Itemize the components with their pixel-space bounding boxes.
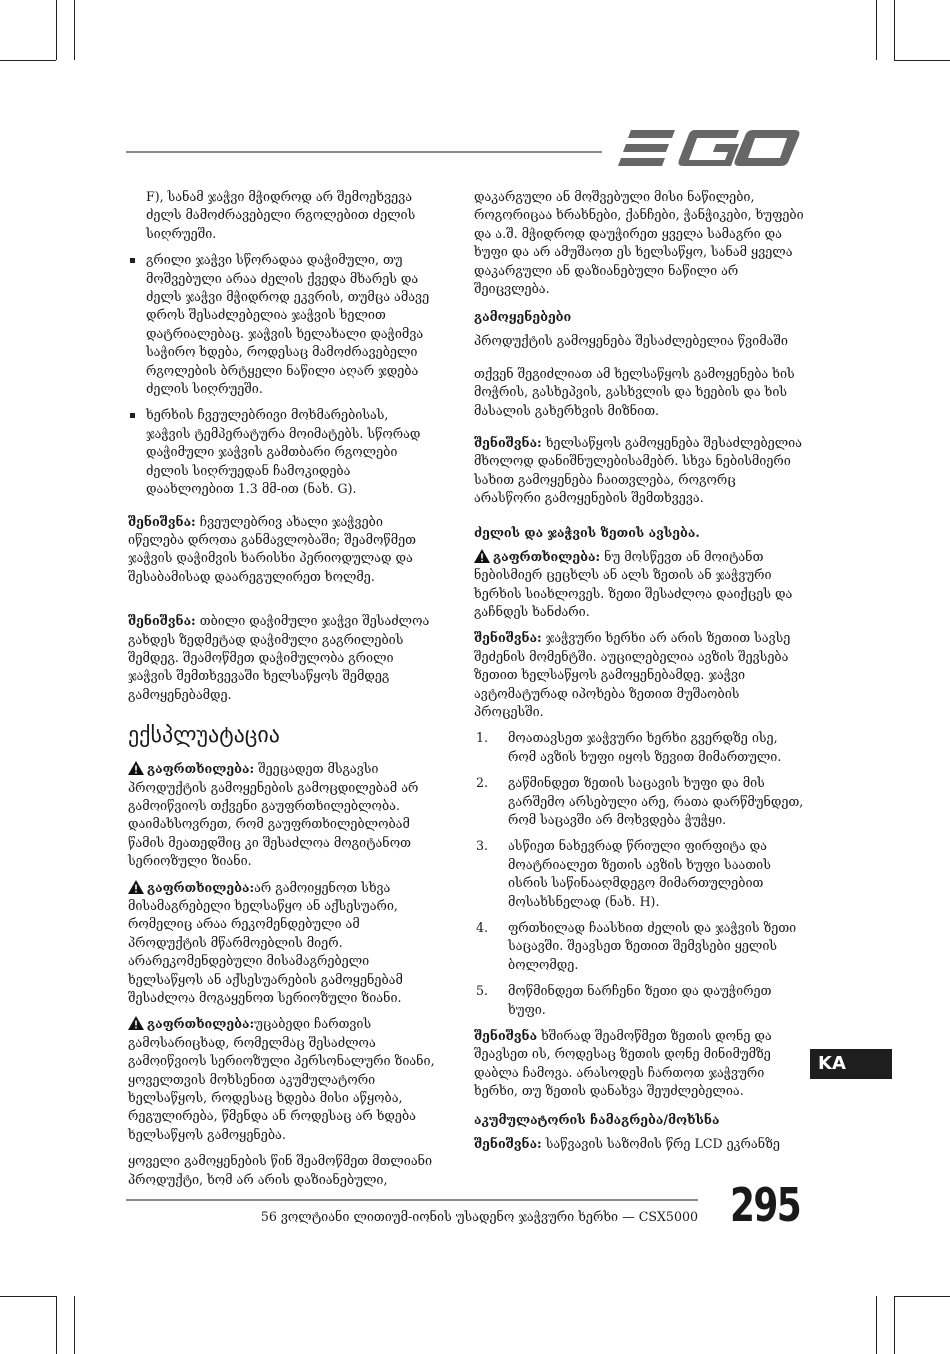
language-tab: KA (810, 1049, 892, 1079)
warning-label: გაფრთხილება: (147, 761, 255, 777)
warning-paragraph (128, 760, 436, 870)
crop-mark (894, 1296, 950, 1297)
crop-mark (894, 0, 895, 60)
step-text: ასწიეთ ნახევრად წრიული ფირფიტა და მოატრიალეთ ზეთის ავზის ხუფი საათის ისრის საწინააღმდეგო მიმართულებით მოსახსნელად (ნახ. H). (508, 838, 771, 909)
oil-steps (474, 729, 804, 1019)
step-text: გაწმინდეთ ზეთის საცავის ხუფი და მის გარშემო არსებული არე, რათა დარწმუნდეთ, რომ საცავში არ მოხვდება ჭუჭყი. (508, 775, 804, 827)
warning-icon (128, 761, 144, 775)
warning-text: უცაბედი ჩართვის გამოსარიცხად, რომელმაც შესაძლოა გამოიწვიოს სერიოზული პერსონალური ზიანი, ყოველთვის მოხსენით აკუმულატორი ხელსაწყოს, როდესაც ხდება მისი აწყობა, რეგულირება, წმენდა ან როდესაც არ ხდება ხელსაწყოს გამოყენება. (128, 1016, 435, 1142)
note-label: შენიშვნა: (128, 613, 196, 629)
note-label: შენიშვნა: (474, 1135, 542, 1151)
battery-heading: აკუმულატორის ჩამაგრება/მოხსნა (474, 1111, 720, 1127)
ego-logo (617, 130, 801, 174)
crop-mark (56, 0, 57, 60)
list-item: ხერხის ჩვეულებრივი მოხმარებისას, ჯაჭვის ტემპერატურა მოიმატებს. სწორად დაჭიმული ჯაჭვის გამთბარი რგოლები ძელის სიღრუედან ჩამოკიდება დაახლოებით 1.3 მმ-ით (ნახ. G). (128, 406, 436, 498)
warning-icon (128, 1016, 144, 1030)
crop-mark (894, 60, 950, 61)
left-column (128, 188, 436, 1197)
list-item (474, 774, 804, 829)
continuation-paragraph: დაკარგული ან მოშვებული მისი ნაწილები, როგორიცაა ხრახნები, ქანჩები, ჭანჭიკები, ხუფები და ა.შ. მჭიდროდ დაუჭირეთ ყველა სამაგრი და ხუფი და არ ამუშაოთ ეს ხელსაწყო, სანამ ყველა დაკარგული ან დაზიანებული ნაწილი არ შეიცვლება. (474, 189, 804, 297)
note-paragraph (128, 612, 436, 704)
note-text: ხშირად შეამოწმეთ ზეთის დონე და შეავსეთ ის, როდესაც ზეთის დონე მინიმუმზე დაბლა ჩამოვა. არასოდეს ჩართოთ ჯაჭვური ხერხი, თუ ზეთის დანახვა შეუძლებელია. (474, 1028, 772, 1099)
intro-continuation: F), სანამ ჯაჭვი მჭიდროდ არ შემოეხვევა ძელს მამოძრავებელი რგოლებით ძელის სიღრუეში. (146, 189, 416, 241)
warning-label: გაფრთხილება: (147, 879, 255, 895)
step-text: ფრთხილად ჩაასხით ძელის და ჯაჭვის ზეთი საცავში. შეავსეთ ზეთით შემვსები ყელის ბოლომდე. (508, 920, 797, 972)
note-paragraph (474, 1027, 804, 1101)
warning-text: არ გამოიყენოთ სხვა მისამაგრებელი ხელსაწყო ან აქსესუარი, რომელიც არაა რეკომენდებული ამ პროდუქტის მწარმოებლის მიერ. არარეკომენდებული მისამაგრებელი ხელსაწყოს ან აქსესუარების გამოყენებამ შესაძლოა მოგაყენოთ სერიოზული ზიანი. (128, 879, 403, 1006)
warning-icon (128, 880, 144, 894)
crop-mark (74, 0, 75, 60)
right-column (474, 188, 804, 1161)
warning-icon (474, 549, 490, 563)
step-number: 5. (476, 983, 489, 999)
note-paragraph (474, 629, 804, 721)
warning-paragraph (128, 879, 436, 1008)
list-item: გრილი ჯაჭვი სწორადაა დაჭიმული, თუ მოშვებული არაა ძელის ქვედა მხარეს და ძელს ჯაჭვი მჭიდროდ ეკვრის, თუმცა ამავე დროს შესაძლებელია ჯაჭვის ხელით დატრიალებაც. ჯაჭვის ხელახალი დაჭიმვა საჭირო ხდება, როდესაც მამოძრავებელი რგოლების ბრტყელი ნაწილი აღარ ჯდება ძელის სიღრუეში. (128, 251, 436, 398)
note-label: შენიშვნა: (474, 435, 542, 451)
list-item (474, 919, 804, 974)
step-number: 1. (476, 730, 489, 746)
warning-label: გაფრთხილება: (147, 1016, 255, 1032)
note-text: ხელსაწყოს გამოყენება შესაძლებელია მხოლოდ დანიშნულებისამებრ. სხვა ნებისმიერი სახით გამოყენება ჩაითვლება, როგორც არასწორი გამოყენების შემთხვევა. (474, 435, 802, 506)
closing-paragraph: ყოველი გამოყენების წინ შეამოწმეთ მთლიანი პროდუქტი, ხომ არ არის დაზიანებული, (128, 1153, 433, 1187)
applications-heading: გამოყენებები (474, 309, 572, 325)
crop-mark (56, 1296, 57, 1354)
footer-title: 56 ვოლტიანი ლითიუმ-იონის უსადენო ჯაჭვური ხერხი — CSX5000 (260, 1209, 698, 1224)
list-item (474, 729, 804, 766)
crop-mark (0, 60, 56, 61)
page-number: 295 (730, 1178, 801, 1232)
oil-heading: ძელის და ჯაჭვის ზეთის ავსება. (474, 524, 700, 540)
applications-paragraph: თქვენ შეგიძლიათ ამ ხელსაწყოს გამოყენება ხის მოჭრის, გასხეპვის, გასხვლის და ხეების და ხის მასალის გახერხვის მიზნით. (474, 365, 795, 418)
note-paragraph (474, 1135, 804, 1153)
note-label: შენიშვნა: (128, 513, 196, 529)
step-number: 4. (476, 920, 489, 935)
step-number: 2. (476, 775, 489, 791)
note-label: შენიშვნა (474, 1028, 538, 1044)
step-number: 3. (476, 838, 489, 854)
warning-paragraph (474, 548, 804, 622)
step-text: მოწმინდეთ ნარჩენი ზეთი და დაუჭირეთ ხუფი. (508, 983, 772, 1017)
crop-mark (0, 1296, 56, 1297)
note-label: შენიშვნა: (474, 630, 542, 646)
crop-mark (876, 0, 877, 60)
warning-label: გაფრთხილება: (493, 548, 601, 564)
crop-mark (74, 1296, 75, 1354)
warning-text: ნუ მოსწევთ ან მოიტანთ ნებისმიერ ცეცხლს ან ალს ზეთის ან ჯაჭვური ხერხის სიახლოვეს. ზეთი შესაძლოა დაიქცეს და გაჩნდეს ხანძარი. (474, 548, 793, 619)
note-text: თბილი დაჭიმული ჯაჭვი შესაძლოა გახდეს ზედმეტად დაჭიმული გაგრილების შემდეგ. შეამოწმეთ დაჭიმულობა გრილი ჯაჭვის შემთხვევაში ხელსაწყოს შემდეგ გამოყენებამდე. (128, 613, 430, 702)
note-text: საწვავის საზომის წრე LCD ეკრანზე (541, 1135, 780, 1151)
warning-paragraph (128, 1015, 436, 1144)
header-rule (126, 151, 602, 153)
applications-paragraph: პროდუქტის გამოყენება შესაძლებელია წვიმაში (474, 333, 788, 349)
crop-mark (876, 1296, 877, 1354)
crop-mark (894, 1296, 895, 1354)
note-paragraph (128, 513, 436, 587)
note-paragraph (474, 434, 804, 508)
step-text: მოათავსეთ ჯაჭვური ხერხი გვერდზე ისე, რომ ავზის ხუფი იყოს ზევით მიმართული. (508, 730, 782, 764)
note-text: ჩვეულებრივ ახალი ჯაჭვები იწელება დროთა განმავლობაში; შეამოწმეთ ჯაჭვის დაჭიმვის ხარისხი პერიოდულად და შესაბამისად დაარეგულირეთ ხოლმე. (128, 513, 416, 584)
footer-rule (126, 1199, 698, 1201)
section-title: ექსპლუატაცია (128, 723, 280, 749)
warning-text: შეეცადეთ მსგავსი პროდუქტის გამოყენების გამოცდილებამ არ გამოიწვიოს თქვენი გაუფრთხილებლობა. დაიმახსოვრეთ, რომ გაუფრთხილებლობამ წამის მეათედშიც კი შესაძლოა მოგიტანოთ სერიოზული ზიანი. (128, 761, 419, 869)
tension-bullets (128, 251, 436, 498)
list-item (474, 837, 804, 911)
note-text: ჯაჭვური ხერხი არ არის ზეთით სავსე შეძენის მომენტში. აუცილებელია ავზის შევსება ზეთით ხელსაწყოს გამოყენებამდე. ჯაჭვი ავტომატურად იპოხება ზეთით მუშაობის პროცესში. (474, 630, 791, 719)
list-item (474, 982, 804, 1019)
